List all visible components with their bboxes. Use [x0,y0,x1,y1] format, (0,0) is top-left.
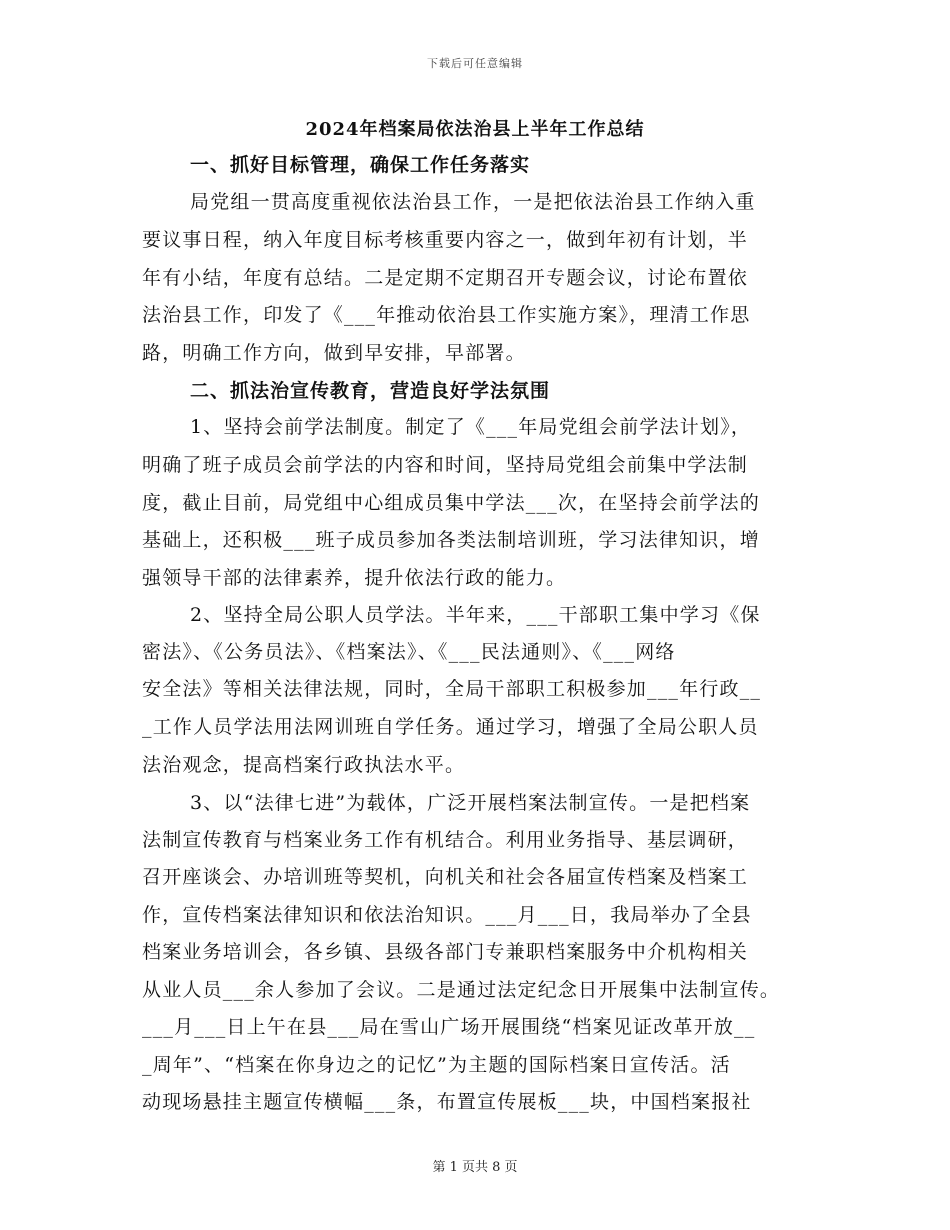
body-line: 动现场悬挂主题宣传横幅___条，布置宣传展板___块，中国档案报社 [142,1091,752,1113]
body-line: 安全法》等相关法律法规，同时，全局干部职工积极参加___年行政__ [142,678,762,700]
body-line: _周年”、“档案在你身边之的记忆”为主题的国际档案日宣传活。活 [142,1054,731,1076]
body-line: 要议事日程，纳入年度目标考核重要内容之一，做到年初有计划，半 [142,229,749,251]
body-line: 作，宣传档案法律知识和依法治知识。___月___日，我局举办了全县 [142,904,752,926]
body-line: 召开座谈会、办培训班等契机，向机关和社会各届宣传档案及档案工 [142,866,749,888]
section-heading-1: 一、抓好目标管理，确保工作任务落实 [190,154,531,176]
body-line: 3、以“法律七进”为载体，广泛开展档案法制宣传。一是把档案 [190,792,751,814]
body-line: 强领导干部的法律素养，提升依法行政的能力。 [142,567,567,589]
body-line: 明确了班子成员会前学法的内容和时间，坚持局党组会前集中学法制 [142,454,749,476]
section-heading-2: 二、抓法治宣传教育，营造良好学法氛围 [190,380,551,402]
body-line: 2、坚持全局公职人员学法。半年来，___干部职工集中学习《保 [190,604,761,626]
page-number-footer: 第 1 页共 8 页 [432,1160,518,1175]
body-line: 年有小结，年度有总结。二是定期不定期召开专题会议，讨论布置依 [142,267,749,289]
body-line: ___月___日上午在县___局在雪山广场开展围绕“档案见证改革开放__ [142,1016,756,1038]
body-line: 1、坚持会前学法制度。制定了《___年局党组会前学法计划》， [190,416,752,438]
document-title: 2024年档案局依法治县上半年工作总结 [305,119,645,140]
body-line: 法制宣传教育与档案业务工作有机结合。利用业务指导、基层调研， [142,829,749,851]
body-line: 基础上，还积极___班子成员参加各类法制培训班，学习法律知识，增 [142,529,760,551]
body-line: 路，明确工作方向，做到早安排，早部署。 [142,342,526,364]
body-line: 法治县工作，印发了《___年推动依治县工作实施方案》，理清工作思 [142,304,751,326]
body-line: 局党组一贯高度重视依法治县工作，一是把依法治县工作纳入重 [190,191,756,213]
body-line: _工作人员学法用法网训班自学任务。通过学习，增强了全局公职人员 [142,716,759,738]
download-editable-note: 下载后可任意编辑 [427,57,523,70]
body-line: 档案业务培训会，各乡镇、县级各部门专兼职档案服务中介机构相关 [142,941,749,963]
body-line: 密法》、《公务员法》、《档案法》、《___民法通则》、《___网络 [142,641,676,663]
body-line: 从业人员___余人参加了会议。二是通过法定纪念日开展集中法制宣传。 [142,979,781,1001]
body-line: 法治观念，提高档案行政执法水平。 [142,754,466,776]
body-line: 度，截止目前，局党组中心组成员集中学法___次，在坚持会前学法的 [142,492,760,514]
